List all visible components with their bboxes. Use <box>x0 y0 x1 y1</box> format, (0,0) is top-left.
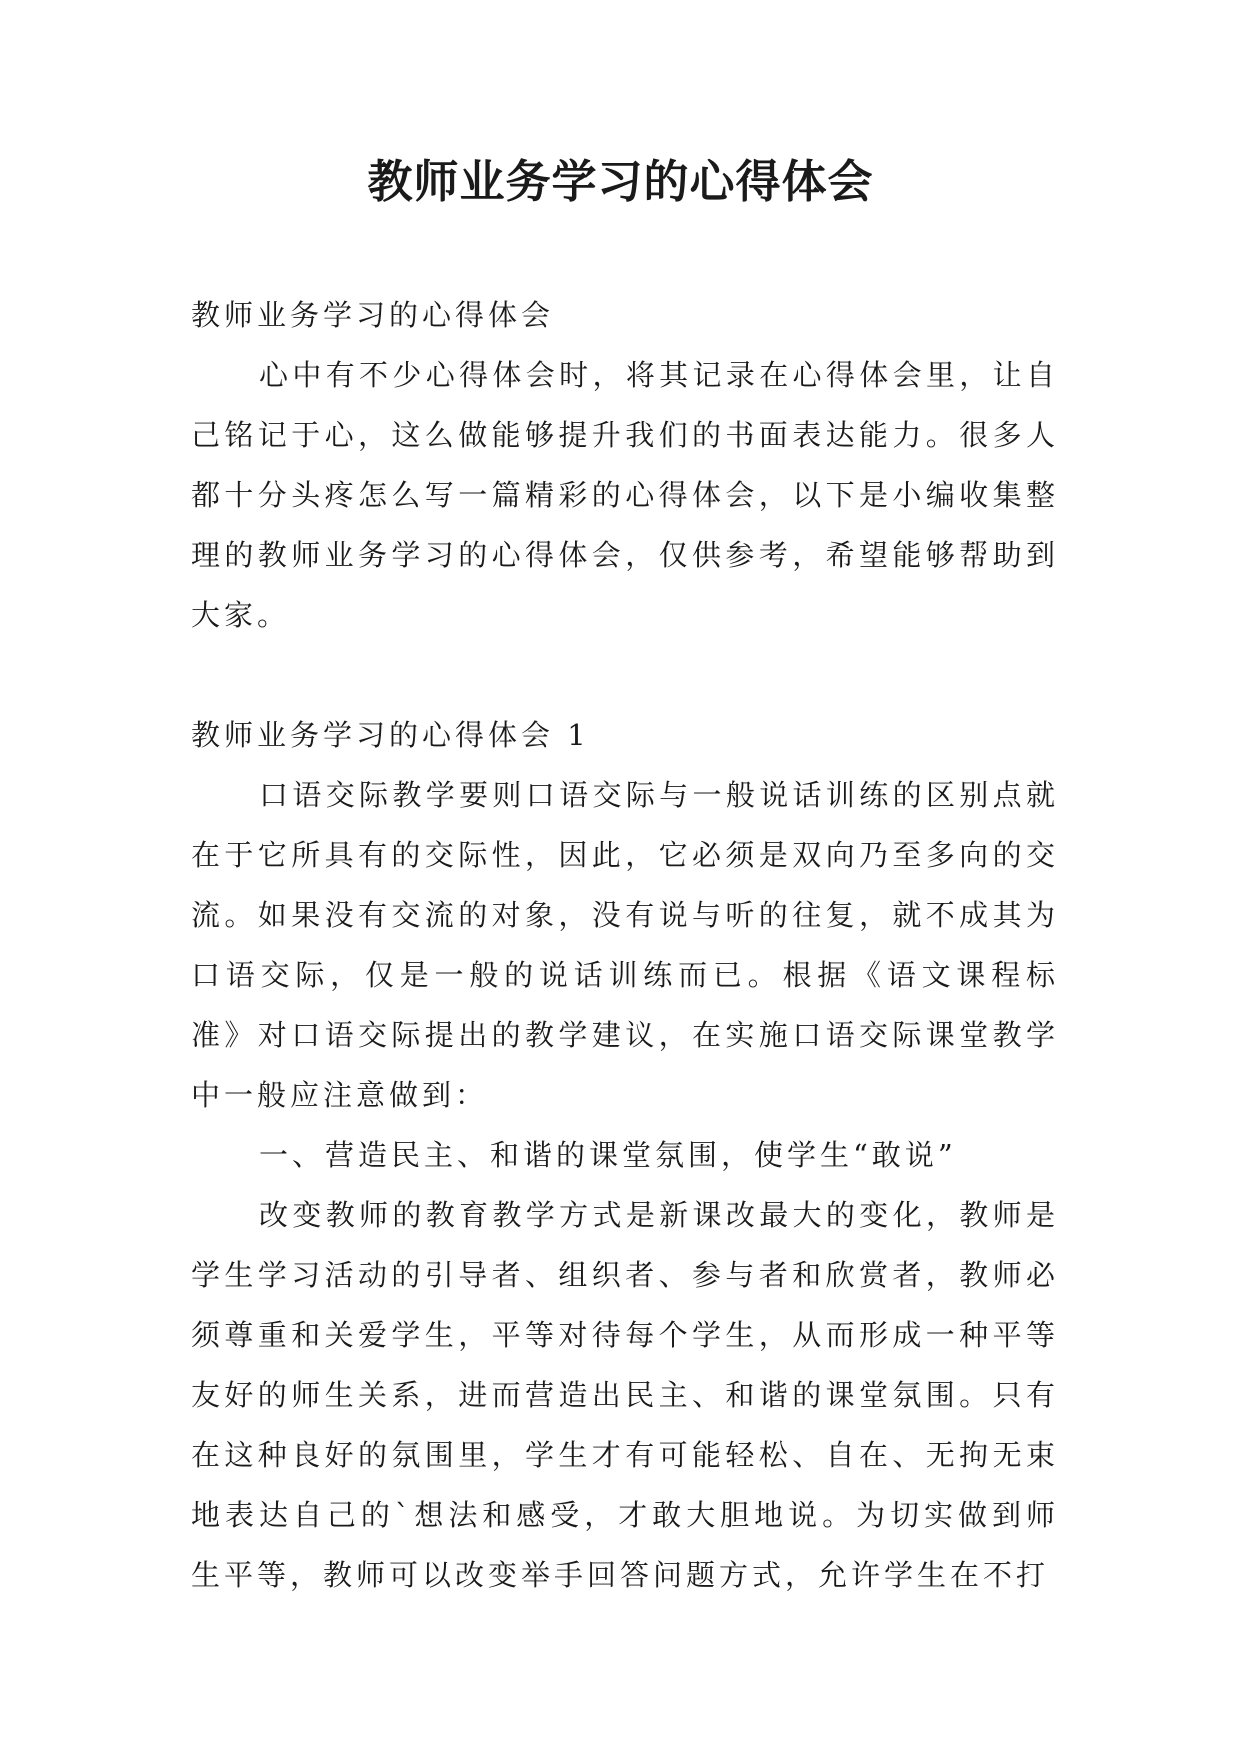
section-heading: 教师业务学习的心得体会 1 <box>191 718 590 752</box>
document-subtitle: 教师业务学习的心得体会 <box>191 298 555 332</box>
section-paragraph-1: 口语交际教学要则口语交际与一般说话训练的区别点就在于它所具有的交际性，因此，它必须是双向乃至多向的交流。如果没有交流的对象，没有说与听的往复，就不成其为口语交际，仅是一般的说话训练而已。根据《语文课程标准》对口语交际提出的教学建议，在实施口语交际课堂教学中一般应注意做到： <box>191 778 1059 1112</box>
intro-paragraph: 心中有不少心得体会时，将其记录在心得体会里，让自己铭记于心，这么做能够提升我们的书面表达能力。很多人都十分头疼怎么写一篇精彩的心得体会，以下是小编收集整理的教师业务学习的心得体会，仅供参考，希望能够帮助到大家。 <box>191 358 1059 632</box>
document-body <box>191 285 1059 1605</box>
paragraph-spacer <box>191 645 1059 705</box>
section-paragraph-2: 改变教师的教育教学方式是新课改最大的变化，教师是学生学习活动的引导者、组织者、参与者和欣赏者，教师必须尊重和关爱学生，平等对待每个学生，从而形成一种平等友好的师生关系，进而营造出民主、和谐的课堂氛围。只有在这种良好的氛围里，学生才有可能轻松、自在、无拘无束地表达自己的`想法和感受，才敢大胆地说。为切实做到师生平等，教师可以改变举手回答问题方式，允许学生在不打 <box>191 1198 1059 1592</box>
section-point-1: 一、营造民主、和谐的课堂氛围，使学生“敢说” <box>259 1138 957 1172</box>
document-title: 教师业务学习的心得体会 <box>367 155 874 208</box>
